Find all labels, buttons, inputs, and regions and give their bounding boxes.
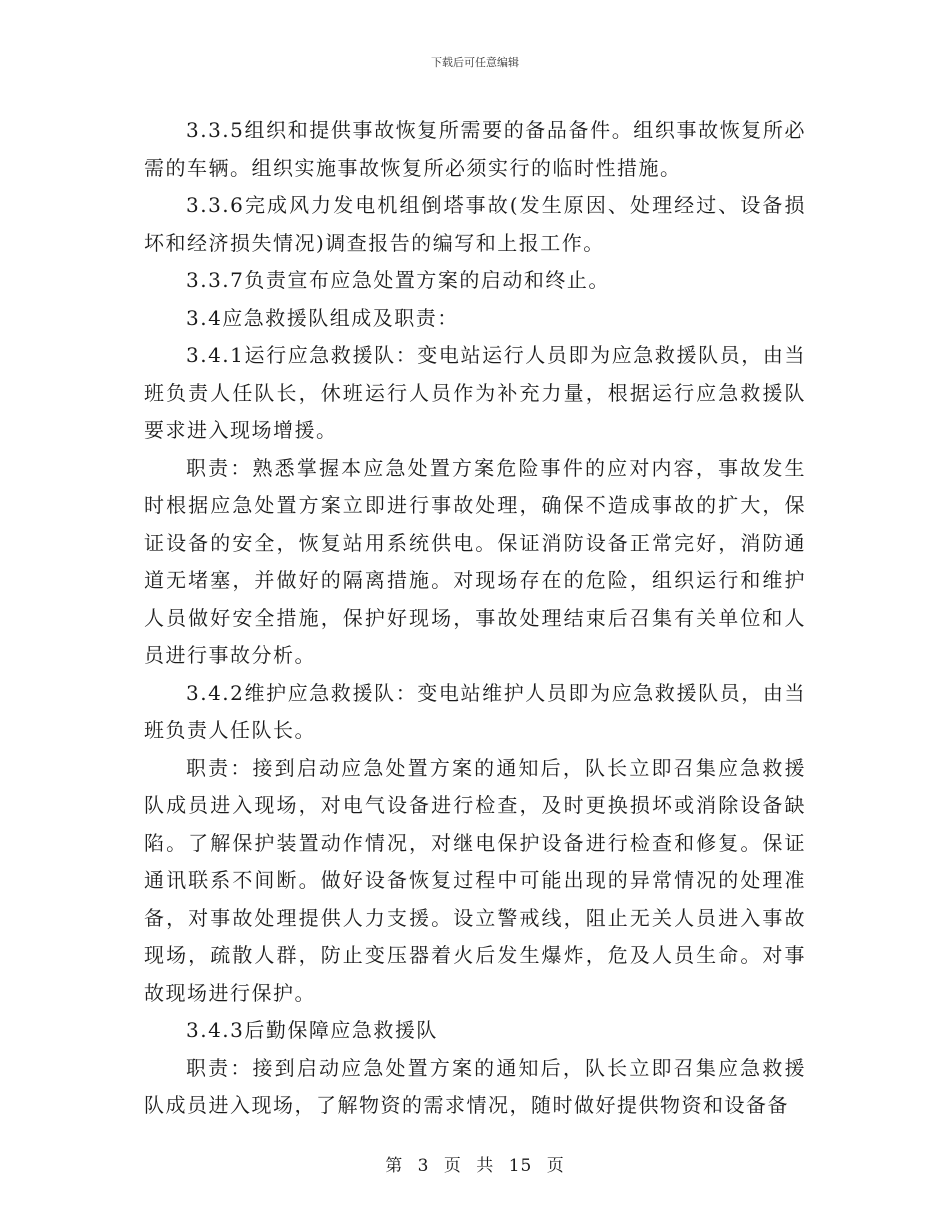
paragraph-3-4-3: 3.4.3后勤保障应急救援队 — [186, 1018, 438, 1042]
page-label-pre: 第 — [385, 1156, 404, 1176]
page-total: 15 — [508, 1156, 533, 1176]
paragraph-3-4-2-duties: 职责：接到启动应急处置方案的通知后，队长立即召集应急救援队成员进入现场，对电气设备进行检查，及时更换损坏或消除设备缺陷。了解保护装置动作情况，对继电保护设备进行检查和修复。保证通讯联系不间断。做好设备恢复过程中可能出现的异常情况的处理准备，对事故处理提供人力支援。设立警戒线，阻止无关人员进入事故现场，疏散人群，防止变压器着火后发生爆炸，危及人员生命。对事故现场进行保护。 — [144, 755, 806, 1005]
document-body — [144, 112, 806, 1125]
paragraph-3-4-2: 3.4.2维护应急救援队：变电站维护人员即为应急救援队员，由当班负责人任队长。 — [144, 680, 806, 742]
section-heading-3-4: 3.4应急救援队组成及职责： — [186, 305, 459, 330]
paragraph-3-3-7: 3.3.7负责宣布应急处置方案的启动和终止。 — [186, 268, 610, 292]
page-header: 下载后可任意编辑 — [431, 56, 519, 69]
paragraph-3-4-1-duties: 职责：熟悉掌握本应急处置方案危险事件的应对内容，事故发生时根据应急处置方案立即进行事故处理，确保不造成事故的扩大，保证设备的安全，恢复站用系统供电。保证消防设备正常完好，消防通道无堵塞，并做好的隔离措施。对现场存在的危险，组织运行和维护人员做好安全措施，保护好现场，事故处理结束后召集有关单位和人员进行事故分析。 — [144, 455, 806, 667]
page-label-mid1: 页 — [443, 1156, 462, 1176]
page-current: 3 — [417, 1156, 430, 1176]
page-label-post: 页 — [546, 1156, 565, 1176]
paragraph-3-4-1: 3.4.1运行应急救援队：变电站运行人员即为应急救援队员，由当班负责人任队长，休班运行人员作为补充力量，根据运行应急救援队要求进入现场增援。 — [144, 343, 806, 442]
page-footer — [0, 1151, 950, 1176]
paragraph-3-3-5: 3.3.5组织和提供事故恢复所需要的备品备件。组织事故恢复所必需的车辆。组织实施事故恢复所必须实行的临时性措施。 — [144, 118, 806, 180]
paragraph-3-3-6: 3.3.6完成风力发电机组倒塔事故(发生原因、处理经过、设备损坏和经济损失情况)调查报告的编写和上报工作。 — [144, 193, 806, 255]
paragraph-3-4-3-duties: 职责：接到启动应急处置方案的通知后，队长立即召集应急救援队成员进入现场，了解物资的需求情况，随时做好提供物资和设备备 — [144, 1055, 806, 1117]
page-label-mid2: 共 — [476, 1156, 495, 1176]
